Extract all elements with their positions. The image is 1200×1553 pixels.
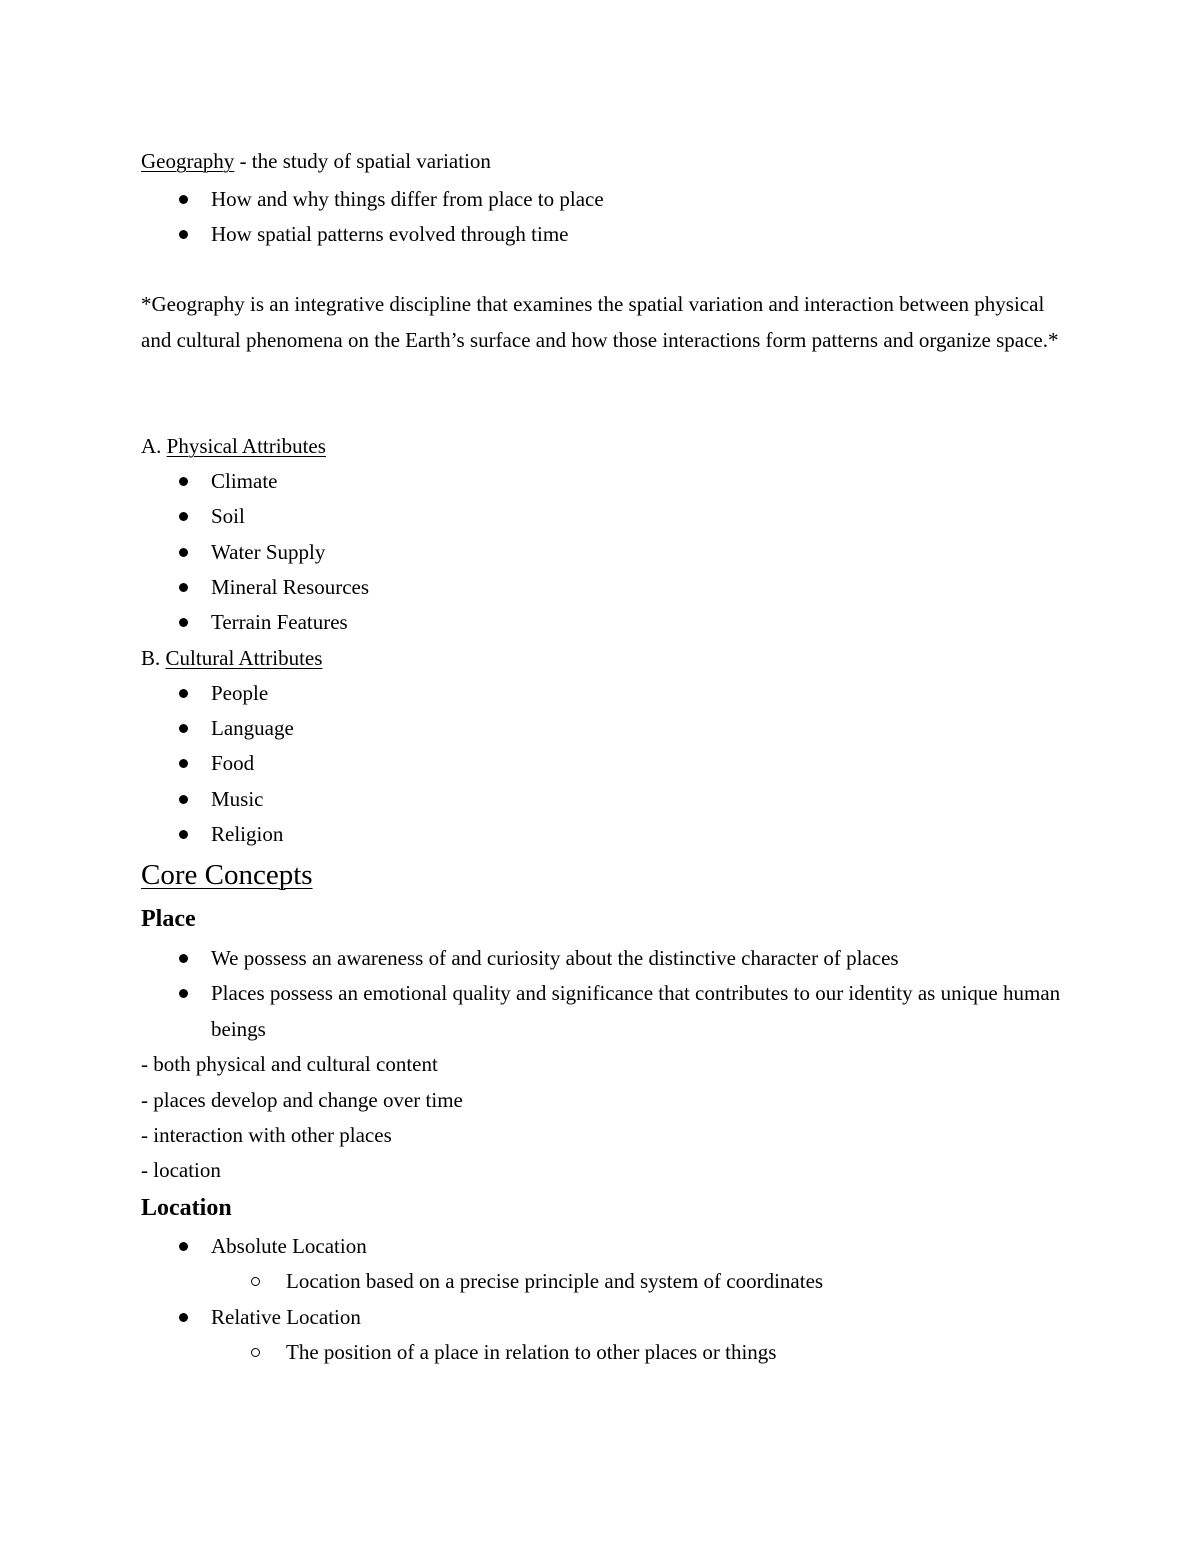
physical-title: Physical Attributes <box>166 434 326 458</box>
physical-attributes-heading <box>141 433 326 459</box>
place-dash-item: - location <box>141 1158 221 1182</box>
absolute-location-text: Absolute Location <box>211 1234 367 1258</box>
intro-bullet <box>211 186 604 212</box>
place-bullet <box>211 945 899 971</box>
cultural-item-text: Language <box>211 716 294 740</box>
bullet-icon <box>179 830 188 839</box>
geography-note: *Geography is an integrative discipline that examines the spatial variation and interaction between physical and cultural phenomena on the Earth’s surface and how those interactions form patterns and organize space.* <box>141 292 1059 352</box>
relative-location-text: Relative Location <box>211 1305 361 1329</box>
absolute-location-bullet <box>211 1233 367 1259</box>
physical-item <box>211 539 325 565</box>
physical-item <box>211 609 348 635</box>
cultural-item-text: Food <box>211 751 255 775</box>
cultural-item-text: Music <box>211 787 264 811</box>
physical-item-text: Terrain Features <box>211 610 348 634</box>
intro-bullet-text: How spatial patterns evolved through time <box>211 222 569 246</box>
cultural-item-text: People <box>211 681 269 705</box>
bullet-icon <box>179 795 188 804</box>
cultural-item <box>211 715 294 741</box>
bullet-icon <box>179 954 188 963</box>
bullet-icon <box>179 195 188 204</box>
place-dash-item: - places develop and change over time <box>141 1088 463 1112</box>
cultural-item <box>211 821 283 847</box>
geography-definition-text: - the study of spatial variation <box>234 149 491 173</box>
place-heading: Place <box>141 906 196 932</box>
bullet-icon <box>179 230 188 239</box>
place-bullet-text: We possess an awareness of and curiosity about the distinctive character of places <box>211 946 899 970</box>
bullet-icon <box>179 583 188 592</box>
physical-item <box>211 503 245 529</box>
bullet-icon <box>179 759 188 768</box>
cultural-prefix: B. <box>141 646 166 670</box>
bullet-icon <box>179 548 188 557</box>
hollow-bullet-icon <box>251 1277 260 1286</box>
core-concepts-heading: Core Concepts <box>141 859 313 891</box>
bullet-icon <box>179 1242 188 1251</box>
bullet-icon <box>179 512 188 521</box>
physical-item <box>211 468 278 494</box>
physical-item-text: Mineral Resources <box>211 575 370 599</box>
place-bullet <box>211 976 1061 1047</box>
bullet-icon <box>179 724 188 733</box>
cultural-item <box>211 786 264 812</box>
place-dash-item: - interaction with other places <box>141 1123 392 1147</box>
bullet-icon <box>179 477 188 486</box>
absolute-location-definition <box>286 1268 823 1294</box>
physical-item <box>211 574 369 600</box>
intro-bullet <box>211 221 569 247</box>
bullet-icon <box>179 989 188 998</box>
relative-location-definition-text: The position of a place in relation to other places or things <box>286 1340 777 1364</box>
physical-item-text: Soil <box>211 504 245 528</box>
cultural-attributes-heading <box>141 645 322 671</box>
bullet-icon <box>179 689 188 698</box>
location-heading: Location <box>141 1195 232 1221</box>
physical-prefix: A. <box>141 434 167 458</box>
bullet-icon <box>179 1313 188 1322</box>
place-dash-item: - both physical and cultural content <box>141 1052 438 1076</box>
physical-item-text: Water Supply <box>211 540 326 564</box>
absolute-location-definition-text: Location based on a precise principle and system of coordinates <box>286 1269 824 1293</box>
relative-location-bullet <box>211 1304 361 1330</box>
cultural-item <box>211 680 268 706</box>
relative-location-definition <box>286 1339 776 1365</box>
place-bullet-text: Places possess an emotional quality and significance that contributes to our identity as unique human beings <box>211 981 1061 1041</box>
cultural-item-text: Religion <box>211 822 284 846</box>
cultural-item <box>211 750 254 776</box>
physical-item-text: Climate <box>211 469 278 493</box>
geography-definition <box>141 148 491 174</box>
bullet-icon <box>179 618 188 627</box>
geography-term: Geography <box>141 149 235 173</box>
intro-bullet-text: How and why things differ from place to place <box>211 187 604 211</box>
hollow-bullet-icon <box>251 1348 260 1357</box>
cultural-title: Cultural Attributes <box>165 646 323 670</box>
